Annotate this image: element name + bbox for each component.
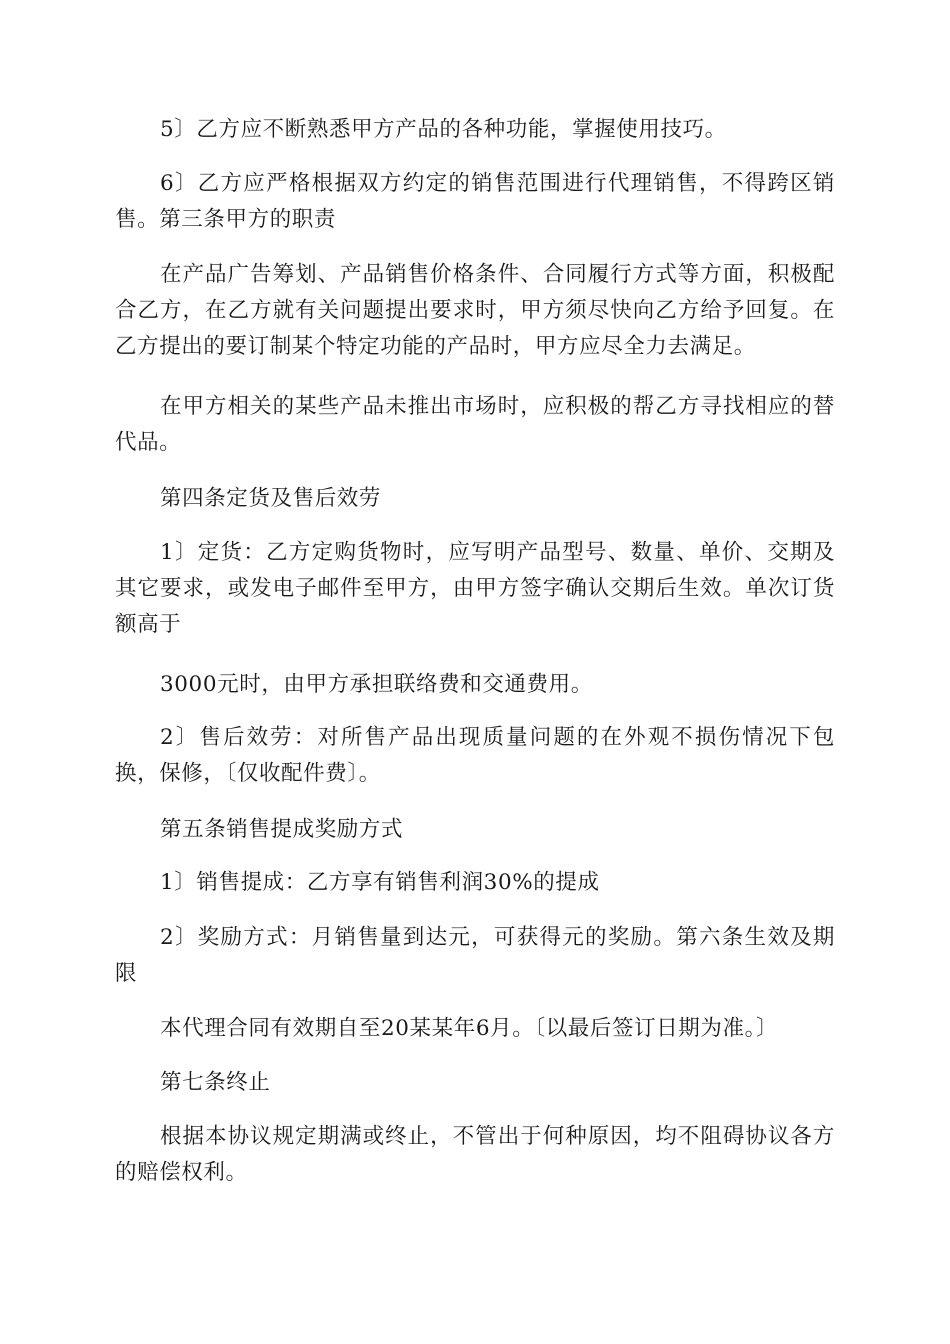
heading-article-5: 第五条销售提成奖励方式 [160, 817, 404, 842]
paragraph-clause-6: 6〕乙方应严格根据双方约定的销售范围进行代理销售，不得跨区销售。第三条甲方的职责 [115, 171, 835, 232]
paragraph-substitute-product: 在甲方相关的某些产品未推出市场时，应积极的帮乙方寻找相应的替代品。 [115, 394, 835, 455]
paragraph-after-sales: 2〕售后效劳：对所售产品出现质量问题的在外观不损伤情况下包换，保修，〔仅收配件费〕。 [115, 725, 835, 786]
heading-article-4: 第四条定货及售后效劳 [160, 486, 382, 511]
paragraph-clause-5: 5〕乙方应不断熟悉甲方产品的各种功能，掌握使用技巧。 [160, 117, 727, 142]
heading-article-7: 第七条终止 [160, 1070, 271, 1095]
paragraph-termination: 根据本协议规定期满或终止，不管出于何种原因，均不阻碍协议各方的赔偿权利。 [115, 1124, 835, 1185]
paragraph-commission: 1〕销售提成：乙方享有销售利润30%的提成 [160, 870, 600, 895]
paragraph-order-threshold: 3000元时，由甲方承担联络费和交通费用。 [160, 672, 593, 697]
paragraph-party-a-duty: 在产品广告筹划、产品销售价格条件、合同履行方式等方面，积极配合乙方，在乙方就有关问题提出要求时，甲方须尽快向乙方给予回复。在乙方提出的要订制某个特定功能的产品时，甲方应尽全力去满足。 [115, 262, 835, 359]
paragraph-validity: 本代理合同有效期自至20某某年6月。〔以最后签订日期为准。〕 [160, 1016, 779, 1041]
paragraph-ordering: 1〕定货：乙方定购货物时，应写明产品型号、数量、单价、交期及其它要求，或发电子邮件至甲方，由甲方签字确认交期后生效。单次订货额高于 [115, 540, 835, 637]
paragraph-reward: 2〕奖励方式：月销售量到达元，可获得元的奖励。第六条生效及期限 [115, 925, 835, 986]
